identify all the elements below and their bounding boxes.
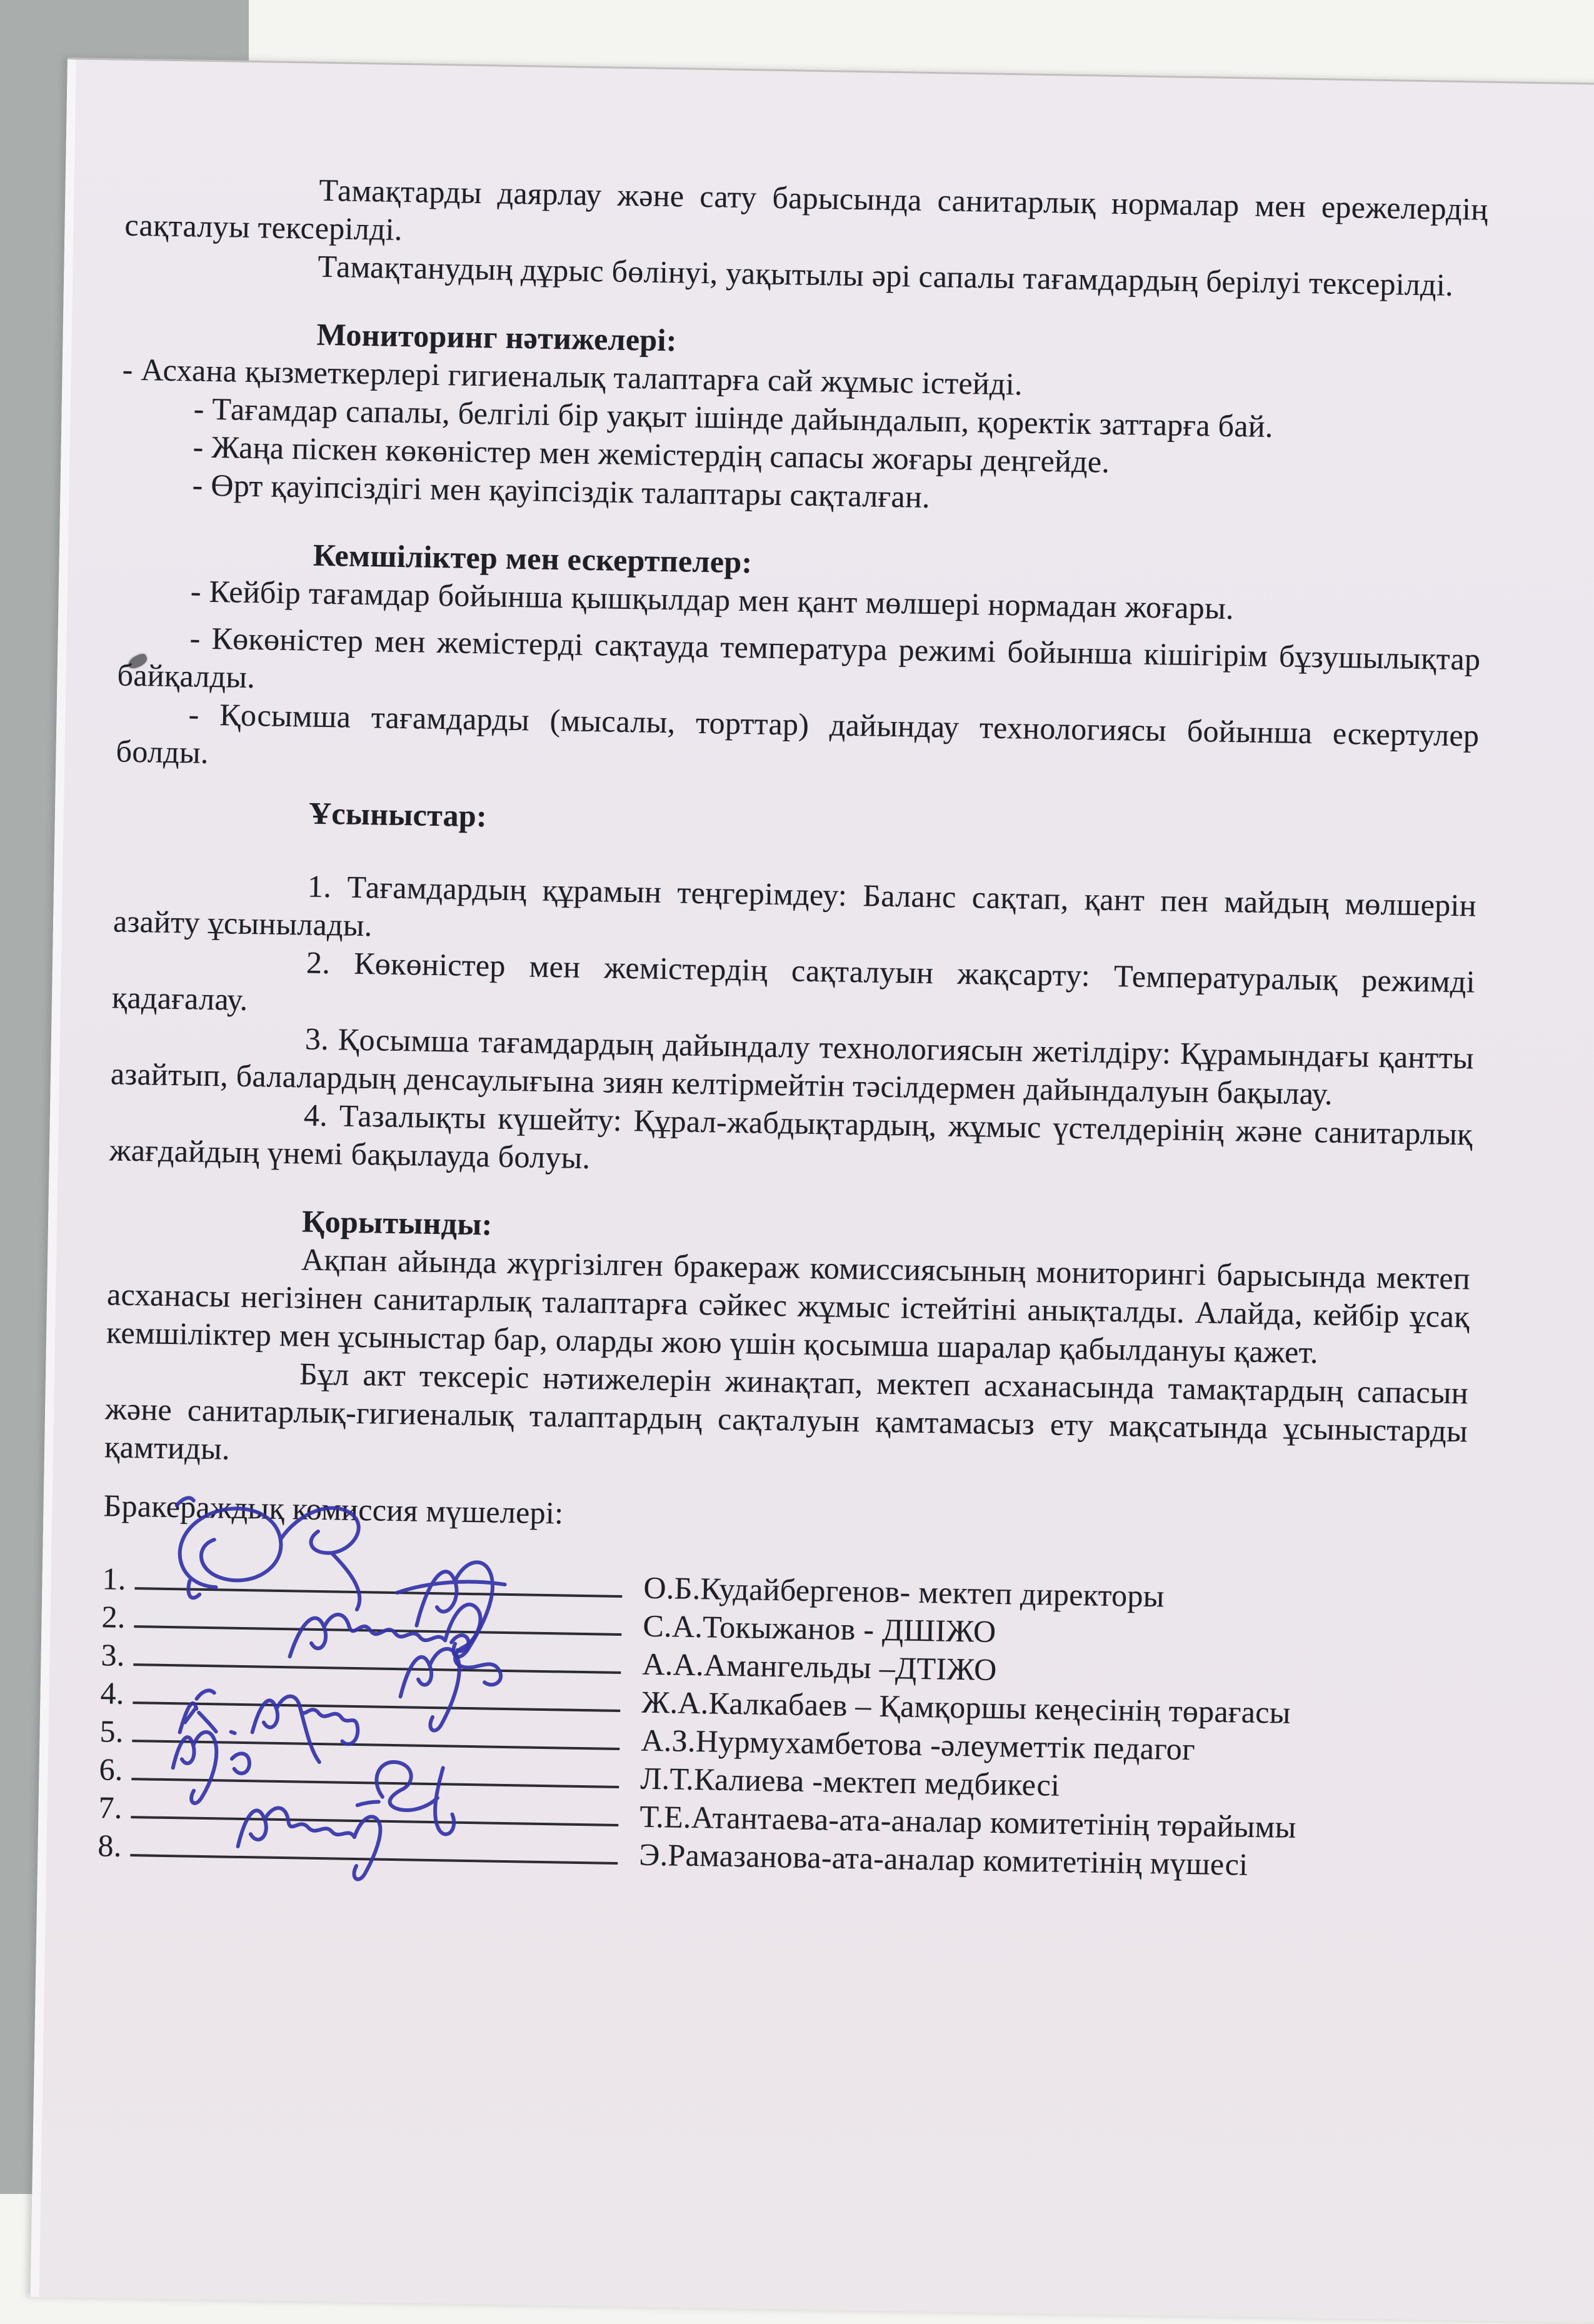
recommendation-item: 1. Тағамдардың құрамын теңгерімдеу: Баланс сақтап, қант пен майдың мөлшерін азайту ұсынылады.: [113, 868, 1477, 943]
recommendations-heading: Ұсыныстар:: [308, 795, 488, 834]
commission-label: Бракераждық комиссия мүшелері:: [103, 1488, 564, 1531]
recommendation-item: 2. Көкөністер мен жемістердің сақталуын жақсарту: Температуралық режимді қадағалау.: [111, 944, 1476, 1017]
intro-paragraph-1: Тамақтарды даярлау және сату барысында санитарлық нормалар мен ережелердің сақталуы тексерілді.: [124, 172, 1488, 247]
document-body: [98, 168, 1488, 1888]
member-name: А.А.Амангельды –ДТІЖО: [642, 1646, 998, 1687]
member-number: 8.: [98, 1828, 123, 1863]
shortcomings-item: - Кейбір тағамдар бойынша қышқылдар мен қант мөлшері нормадан жоғары.: [190, 573, 1235, 626]
signature-line: [134, 1561, 623, 1598]
member-number: 6.: [99, 1751, 124, 1787]
monitoring-item: - Өрт қауіпсіздігі мен қауіпсіздік талаптары сақталған.: [192, 467, 931, 514]
member-name: С.А.Токыжанов - ДШІЖО: [643, 1608, 996, 1649]
shortcomings-item: - Көкөністер мен жемістерді сақтауда температура режимі бойынша кішігірім бұзушылықтар байқалды.: [117, 620, 1481, 695]
member-number: 4.: [100, 1675, 125, 1711]
member-name: Э.Рамазанова-ата-аналар комитетінің мүшесі: [639, 1836, 1248, 1882]
member-number: 1.: [102, 1561, 127, 1596]
monitoring-item: - Асхана қызметкерлері гигиеналық талаптарға сай жұмыс істейді.: [122, 351, 1023, 402]
member-number: 5.: [99, 1713, 124, 1749]
intro-paragraph-2: Тамақтанудың дұрыс бөлінуі, уақытылы әрі сапалы тағамдардың берілуі тексерілді.: [318, 248, 1454, 303]
member-name: А.З.Нурмухамбетова -әлеуметтік педагог: [641, 1722, 1196, 1767]
conclusion-paragraph: Ақпан айында жүргізілген бракераж комиссиясының мониторингі барысында мектеп асханасы негізінен санитарлық талаптарға сәйкес жұмыс істейтіні анықталды. Алайда, кейбір ұсақ кемшіліктер мен ұсыныстар бар, оларды жою үшін қосымша шаралар қабылдануы қажет.: [106, 1241, 1471, 1370]
paper-sheet: [31, 58, 1594, 2324]
monitoring-heading: Мониторинг нәтижелері:: [316, 316, 678, 358]
conclusion-paragraph: Бұл акт тексеріс нәтижелерін жинақтап, мектеп асханасында тамақтардың сапасын және санитарлық-гигиеналық талаптардың сақталуын қамтамасыз ету мақсатында ұсыныстарды қамтиды.: [104, 1356, 1469, 1466]
recommendation-item: 3. Қосымша тағамдардың дайындалу технологиясын жетілдіру: Құрамындағы қантты азайтып, балалардың денсаулығына зиян келтірмейтін тәсілдермен дайындалуын бақылау.: [110, 1021, 1475, 1111]
member-number: 7.: [98, 1790, 123, 1825]
shortcomings-item: - Қосымша тағамдарды (мысалы, торттар) дайындау технологиясы бойынша ескертулер болды.: [116, 696, 1480, 770]
recommendation-item: 4. Тазалықты күшейту: Құрал-жабдықтардың, жұмыс үстелдерінің және санитарлық жағдайдың үнемі бақылауда болуы.: [109, 1097, 1473, 1176]
member-name: Л.Т.Калиева -мектеп медбикесі: [640, 1760, 1060, 1803]
member-number: 3.: [101, 1637, 126, 1673]
monitoring-item: - Жаңа піскен көкөністер мен жемістердің сапасы жоғары деңгейде.: [193, 429, 1110, 479]
member-name: Т.Е.Атантаева-ата-аналар комитетінің төрайымы: [639, 1798, 1297, 1845]
member-name: О.Б.Кудайбергенов- мектеп директоры: [643, 1570, 1165, 1614]
member-number: 2.: [101, 1599, 126, 1635]
shortcomings-heading: Кемшіліктер мен ескертпелер:: [313, 537, 753, 580]
conclusion-heading: Қорытынды:: [301, 1203, 493, 1242]
monitoring-item: - Тағамдар сапалы, белгілі бір уақыт ішінде дайындалып, қоректік заттарға бай.: [193, 391, 1274, 444]
member-name: Ж.А.Калкабаев – Қамқоршы кеңесінің төрағасы: [641, 1684, 1291, 1730]
